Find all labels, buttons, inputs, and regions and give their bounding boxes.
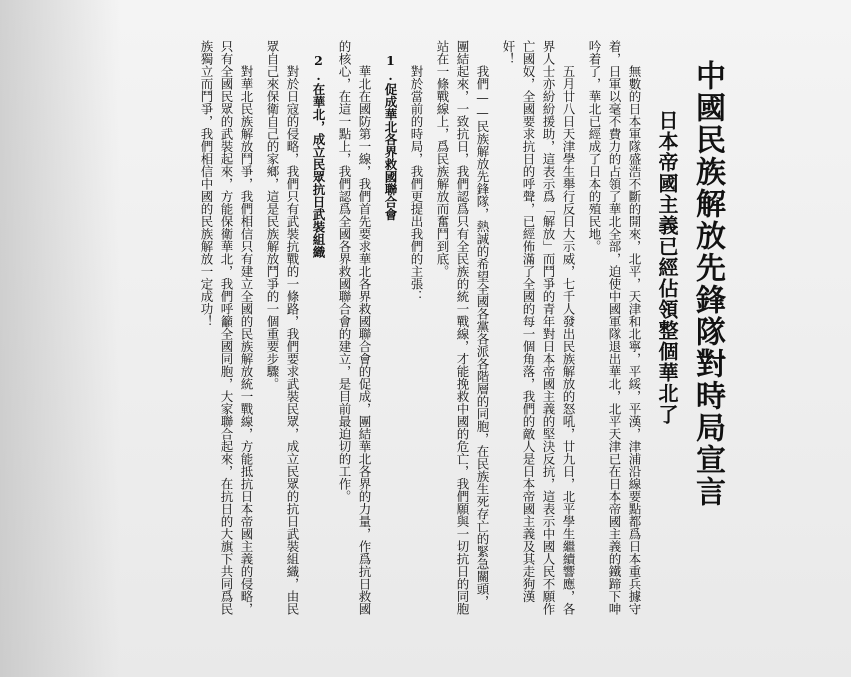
section-body-2: 對於日寇的侵略，我們只有武裝抗戰的一條路，我們要求武裝民眾，成立民眾的抗日武裝組織，由民眾自己來保衛自己的家鄉，這是民族解放鬥爭的一個重要步驟。 (265, 40, 300, 615)
section-heading-1: 1.促成華北各界救國聯合會 (383, 52, 398, 220)
paragraph-1: 無數的日本軍隊盛浩不斷的開來，北平，天津和北寧，平綏，平漢，津浦沿線要點都爲日本重兵據守着，日軍以毫不費力的占領了華北全部，迫使中國軍隊退出華北，北平天津已在日本帝國主義的鐵蹄下呻吟着了，華北已經成了日本的殖民地。 (587, 40, 642, 615)
section-body-1: 華北在國防第一線，我們首先要求華北各界救國聯合會的促成，團結華北各界的力量，作爲抗日救國的核心，在這一點上，我們認爲全國各界救國聯合會的建立，是目前最迫切的工作。 (337, 40, 372, 615)
paragraph-3: 我們——民族解放先鋒隊，熱誠的希望全國各黨各派各階層的同胞，在民族生死存亡的緊急關頭，團結起來，一致抗日，我們認爲只有全民族的統一戰線，才能挽救中國的危亡，我們願與一切抗日的同胞站在一條戰線上，爲民族解放而奮鬥到底。 (435, 40, 490, 615)
declaration-document (100, 40, 730, 615)
paragraph-4: 對於當前的時局，我們更提出我們的主張： (409, 65, 424, 303)
section-heading-2: 2.在華北，成立民眾抗日武裝組織 (311, 52, 326, 258)
document-subtitle: 日本帝國主義已經佔領整個華北了 (655, 110, 679, 425)
closing-paragraph: 對華北民族解放鬥爭，我們相信只有建立全國的民族解放統一戰線，方能抵抗日本帝國主義的侵略，只有全國民眾的武裝起來，方能保衛華北，我們呼籲全國同胞，大家聯合起來，在抗日的大旗下共同爲民族獨立而鬥爭，我們相信中國的民族解放一定成功！ (199, 40, 254, 615)
document-title: 中國民族解放先鋒隊對時局宣言 (690, 60, 725, 508)
paragraph-2: 五月廿八日天津學生舉行反日大示威，七千人發出民族解放的怒吼，廿九日，北平學生繼續響應，各界人士亦紛紛援助，這表示爲「解放」而鬥爭的青年對日本帝國主義的堅決反抗，這表示中國人民不願作亡國奴，全國要求抗日的呼聲，已經佈滿了全國的每一個角落，我們的敵人是日本帝國主義及其走狗漢奸！ (501, 40, 576, 615)
